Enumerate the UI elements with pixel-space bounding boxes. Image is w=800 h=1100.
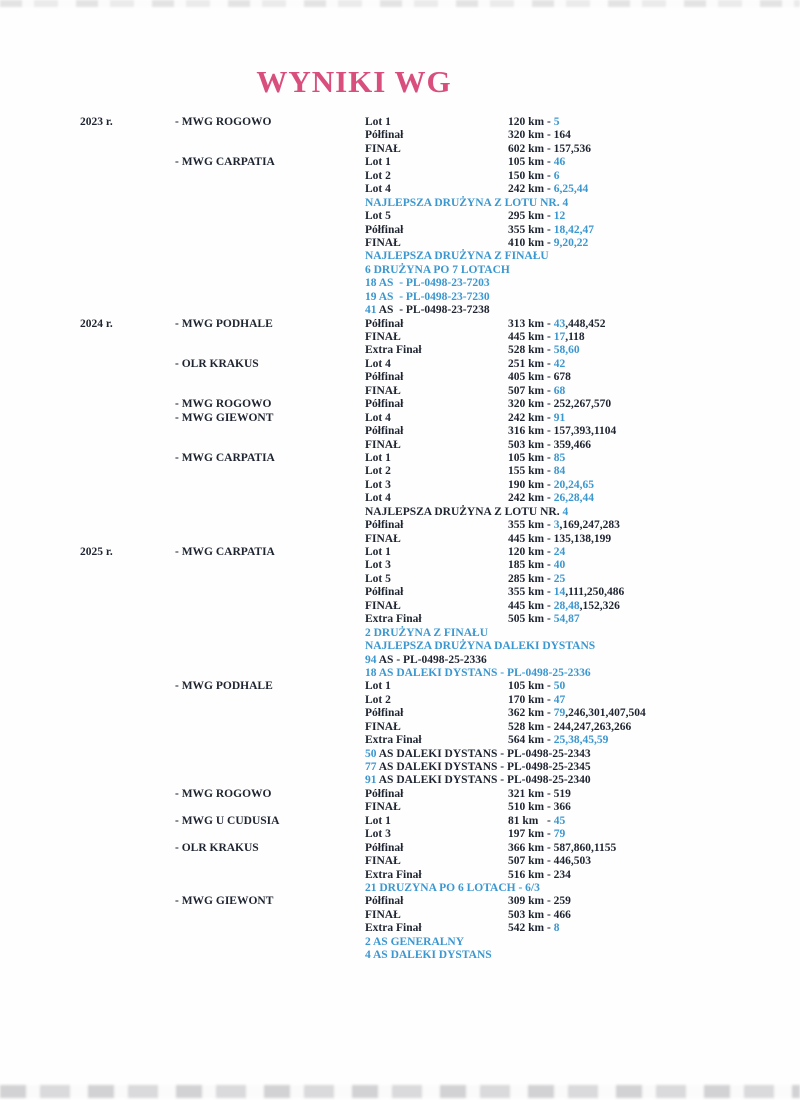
plain-text: 285 km - [508,572,554,585]
plain-text: 410 km - [508,236,554,249]
table-row [80,398,800,411]
table-row [80,358,800,371]
plain-text: AS DALEKI DYSTANS - PL-0498-25-2343 [376,747,591,760]
plain-text: 507 km - 446,503 [508,855,592,868]
race-label: Lot 4 [365,183,391,196]
race-label: FINAŁ [365,236,401,249]
plain-text: 510 km - 366 [508,801,571,814]
highlight-text: 3 [553,519,560,532]
plain-text: 316 km - 157,393,1104 [508,425,617,438]
highlight-text: 6 [553,169,560,182]
table-row [80,506,800,519]
highlight-text: 4 AS DALEKI DYSTANS [365,949,492,962]
highlight-text: 25 [553,572,566,585]
race-label: Extra Finał [365,734,422,747]
highlight-text: 6,25,44 [553,183,589,196]
race-label: FINAŁ [365,720,401,733]
highlight-text: 28,48 [553,599,580,612]
result-value [508,533,800,547]
table-row [80,774,800,787]
highlight-text: 2 AS GENERALNY [365,935,465,948]
table-row [80,452,800,465]
result-value [508,358,800,372]
plain-text: ,111,250,486 [565,586,625,599]
result-value [508,855,800,869]
scan-artifact-top [0,0,800,7]
highlight-text: 14 [553,586,566,599]
plain-text: 564 km - [508,734,554,747]
highlight-text: 18,42,47 [553,223,594,236]
result-value [508,492,800,506]
result-value [508,439,800,453]
table-row [80,291,800,304]
note-line [365,304,800,318]
race-label: Półfinał [365,841,404,854]
club-label: - MWG U CUDUSIA [175,814,280,827]
club-label: - MWG ROGOWO [175,398,272,411]
result-value [508,842,800,856]
note-line [365,291,800,305]
table-row [80,371,800,384]
race-label: FINAŁ [365,801,401,814]
club-label: - MWG CARPATIA [175,546,275,558]
race-label: Półfinał [365,787,404,800]
highlight-text: 9,20,22 [553,236,589,249]
table-row [80,465,800,478]
highlight-text: 41 [365,304,377,317]
club-label: - MWG ROGOWO [175,787,272,800]
plain-text: 355 km - [508,519,554,532]
table-row [80,197,800,210]
race-label: Extra Finał [365,613,422,626]
plain-text: 355 km - [508,223,554,236]
table-row [80,895,800,908]
plain-text: 362 km - [508,707,554,720]
race-label: Extra Finał [365,922,422,935]
plain-text: ,448,452 [565,317,606,330]
note-line [365,774,800,788]
result-value [508,801,800,815]
highlight-text: 26,28,44 [553,492,594,505]
plain-text: AS DALEKI DYSTANS - PL-0498-25-2340 [376,774,591,787]
race-label: Lot 1 [365,116,391,128]
table-row [80,640,800,653]
page-title: WYNIKI WG [256,64,452,99]
table-row [80,909,800,922]
race-label: FINAŁ [365,532,401,545]
plain-text: 445 km - 135,138,199 [508,532,612,545]
highlight-text: 12 [553,210,566,223]
plain-text: AS - PL-0498-23-7238 [376,304,490,317]
highlight-text: 47 [553,693,566,706]
result-value [508,895,800,909]
table-row [80,734,800,747]
plain-text: 320 km - 252,267,570 [508,398,612,411]
club-label: - MWG PODHALE [175,317,273,330]
club-label: - MWG CARPATIA [175,451,275,464]
table-row [80,156,800,169]
table-row [80,143,800,156]
result-value [508,559,800,573]
results-list [0,116,800,963]
result-value [508,721,800,735]
table-row [80,600,800,613]
table-row [80,304,800,317]
table-row [80,680,800,693]
table-row [80,949,800,962]
plain-text: AS DALEKI DYSTANS - PL-0498-25-2345 [376,761,591,773]
race-label: Lot 5 [365,572,391,585]
plain-text: 170 km - [508,693,554,706]
table-row [80,828,800,841]
result-value [508,143,800,157]
plain-text: 516 km - 234 [508,868,571,881]
plain-text: 445 km - [508,599,554,612]
highlight-text: 79 [553,707,566,720]
highlight-text: 21 DRUZYNA PO 6 LOTACH - 6/3 [365,881,540,894]
race-label: Półfinał [365,317,404,330]
plain-text: 81 km - [508,814,554,827]
race-label: FINAŁ [365,331,401,343]
plain-text: 320 km - 164 [508,129,571,142]
result-value [508,371,800,385]
table-row [80,412,800,425]
highlight-text: 91 [553,411,566,424]
table-row [80,479,800,492]
table-row [80,331,800,344]
plain-text: 242 km - [508,411,554,424]
race-label: Lot 1 [365,680,391,693]
plain-text: 185 km - [508,559,554,572]
table-row [80,815,800,828]
note-line [365,250,800,264]
race-label: Lot 4 [365,492,391,505]
result-value [508,425,800,439]
result-value [508,412,800,426]
result-value [508,452,800,466]
highlight-text: 91 [365,774,377,787]
table-row [80,385,800,398]
highlight-text: NAJLEPSZA DRUŻYNA Z LOTU NR. 4 [365,196,569,209]
plain-text: NAJLEPSZA DRUŻYNA Z LOTU NR. [365,505,563,518]
note-line [365,640,800,654]
result-value [508,224,800,238]
race-label: Lot 2 [365,693,391,706]
table-row [80,129,800,142]
highlight-text: 17 [553,331,566,343]
table-row [80,788,800,801]
highlight-text: NAJLEPSZA DRUŻYNA Z FINAŁU [365,250,549,263]
result-value [508,613,800,627]
table-row [80,801,800,814]
table-row [80,748,800,761]
table-row [80,869,800,882]
plain-text: 528 km - [508,344,554,357]
note-line [365,761,800,775]
plain-text: 190 km - [508,478,554,491]
table-row [80,546,800,559]
year-label: 2023 r. [80,116,113,128]
highlight-text: 54,87 [553,613,580,626]
result-value [508,398,800,412]
table-row [80,707,800,720]
race-label: FINAŁ [365,855,401,868]
result-value [508,331,800,345]
result-value [508,788,800,802]
table-row [80,922,800,935]
plain-text: 366 km - 587,860,1155 [508,841,617,854]
result-value [508,183,800,197]
result-value [508,573,800,587]
highlight-text: 19 AS - PL-0498-23-7230 [365,290,490,303]
result-value [508,815,800,829]
race-label: Półfinał [365,519,404,532]
table-row [80,264,800,277]
plain-text: AS - PL-0498-25-2336 [376,653,487,666]
race-label: Półfinał [365,895,404,908]
plain-text: 242 km - [508,183,554,196]
result-value [508,465,800,479]
table-row [80,936,800,949]
race-label: FINAŁ [365,142,401,155]
table-row [80,210,800,223]
result-value [508,734,800,748]
race-label: Lot 1 [365,546,391,558]
plain-text: 542 km - [508,922,554,935]
highlight-text: 46 [553,156,566,169]
table-row [80,613,800,626]
result-value [508,600,800,614]
result-value [508,707,800,721]
race-label: Lot 5 [365,210,391,223]
note-line [365,936,800,950]
club-label: - OLR KRAKUS [175,357,259,370]
highlight-text: 2 DRUŻYNA Z FINAŁU [365,626,488,639]
result-value [508,828,800,842]
result-value [508,129,800,143]
highlight-text: 85 [553,451,566,464]
plain-text: 405 km - 678 [508,371,571,384]
table-row [80,559,800,572]
race-label: Lot 2 [365,169,391,182]
race-label: Półfinał [365,398,404,411]
plain-text: 242 km - [508,492,554,505]
race-label: Extra Finał [365,868,422,881]
result-value [508,116,800,130]
note-line [365,627,800,641]
plain-text: 150 km - [508,169,554,182]
highlight-text: 6 DRUŻYNA PO 7 LOTACH [365,263,510,276]
result-value [508,922,800,936]
race-label: Półfinał [365,371,404,384]
table-row [80,344,800,357]
race-label: Extra Finał [365,344,422,357]
race-label: Lot 1 [365,814,391,827]
table-row [80,654,800,667]
note-line [365,277,800,291]
race-label: Lot 1 [365,451,391,464]
table-row [80,586,800,599]
plain-text: 155 km - [508,465,554,478]
club-label: - MWG ROGOWO [175,116,272,128]
plain-text: 120 km - [508,546,554,558]
result-value [508,156,800,170]
result-value [508,385,800,399]
highlight-text: 45 [553,814,566,827]
plain-text: ,246,301,407,504 [565,707,646,720]
plain-text: 105 km - [508,680,554,693]
plain-text: 120 km - [508,116,554,128]
plain-text: 251 km - [508,357,554,370]
highlight-text: 58,60 [553,344,580,357]
result-value [508,869,800,883]
table-row [80,721,800,734]
race-label: Lot 3 [365,478,391,491]
highlight-text: 4 [562,505,569,518]
race-label: Półfinał [365,425,404,438]
note-line [365,197,800,211]
year-label: 2025 r. [80,546,113,558]
result-value [508,237,800,251]
club-label: - MWG CARPATIA [175,156,275,169]
plain-text: 503 km - 466 [508,908,571,921]
result-value [508,909,800,923]
race-label: Półfinał [365,223,404,236]
highlight-text: 94 [365,653,377,666]
table-row [80,425,800,438]
plain-text: ,169,247,283 [559,519,620,532]
table-row [80,882,800,895]
table-row [80,439,800,452]
club-label: - MWG PODHALE [175,680,273,693]
result-value [508,519,800,533]
plain-text: 105 km - [508,451,554,464]
result-value [508,479,800,493]
table-row [80,277,800,290]
note-line [365,654,800,668]
note-line [365,667,800,681]
table-row [80,573,800,586]
highlight-text: 77 [365,761,377,773]
note-line [365,949,800,963]
plain-text: 313 km - [508,317,554,330]
plain-text: 503 km - 359,466 [508,438,592,451]
highlight-text: 25,38,45,59 [553,734,609,747]
race-label: Lot 4 [365,357,391,370]
result-value [508,680,800,694]
race-label: Lot 4 [365,411,391,424]
race-label: Półfinał [365,586,404,599]
table-row [80,627,800,640]
table-row [80,667,800,680]
table-row [80,855,800,868]
highlight-text: 42 [553,357,566,370]
table-row [80,842,800,855]
highlight-text: 40 [553,559,566,572]
highlight-text: 5 [553,116,560,128]
table-row [80,694,800,707]
table-row [80,224,800,237]
race-label: Lot 3 [365,828,391,841]
race-label: FINAŁ [365,599,401,612]
plain-text: 528 km - 244,247,263,266 [508,720,632,733]
highlight-text: 8 [553,922,560,935]
result-value [508,586,800,600]
plain-text: 105 km - [508,156,554,169]
race-label: FINAŁ [365,438,401,451]
plain-text: 355 km - [508,586,554,599]
highlight-text: NAJLEPSZA DRUŻYNA DALEKI DYSTANS [365,640,596,653]
highlight-text: 68 [553,384,566,397]
highlight-text: 18 AS - PL-0498-23-7203 [365,277,490,290]
table-row [80,170,800,183]
table-row [80,533,800,546]
table-row [80,183,800,196]
table-row [80,237,800,250]
note-line [365,748,800,762]
note-line [365,506,800,520]
plain-text: ,152,326 [579,599,620,612]
highlight-text: 50 [553,680,566,693]
result-value [508,546,800,560]
plain-text: 507 km - [508,384,554,397]
result-value [508,210,800,224]
table-row [80,318,800,331]
result-value [508,318,800,332]
scan-artifact-bottom [0,1085,800,1098]
plain-text: 445 km - [508,331,554,343]
result-value [508,170,800,184]
table-row [80,116,800,129]
race-label: Półfinał [365,129,404,142]
race-label: Lot 3 [365,559,391,572]
race-label: Lot 2 [365,465,391,478]
highlight-text: 79 [553,828,566,841]
race-label: FINAŁ [365,908,401,921]
table-row [80,761,800,774]
race-label: Półfinał [365,707,404,720]
plain-text: 602 km - 157,536 [508,142,592,155]
highlight-text: 18 AS DALEKI DYSTANS - PL-0498-25-2336 [365,666,591,679]
race-label: Lot 1 [365,156,391,169]
plain-text: 505 km - [508,613,554,626]
club-label: - MWG GIEWONT [175,895,274,908]
plain-text: 309 km - 259 [508,895,571,908]
note-line [365,882,800,896]
table-row [80,250,800,263]
plain-text: 295 km - [508,210,554,223]
highlight-text: 50 [365,747,377,760]
table-row [80,519,800,532]
note-line [365,264,800,278]
year-label: 2024 r. [80,317,113,330]
highlight-text: 43 [553,317,566,330]
table-row [80,492,800,505]
plain-text: 321 km - 519 [508,787,571,800]
result-value [508,344,800,358]
race-label: FINAŁ [365,384,401,397]
highlight-text: 20,24,65 [553,478,594,491]
highlight-text: 84 [553,465,566,478]
plain-text: 197 km - [508,828,554,841]
highlight-text: 24 [553,546,566,558]
plain-text: ,118 [565,331,585,343]
club-label: - MWG GIEWONT [175,411,274,424]
result-value [508,694,800,708]
club-label: - OLR KRAKUS [175,841,259,854]
